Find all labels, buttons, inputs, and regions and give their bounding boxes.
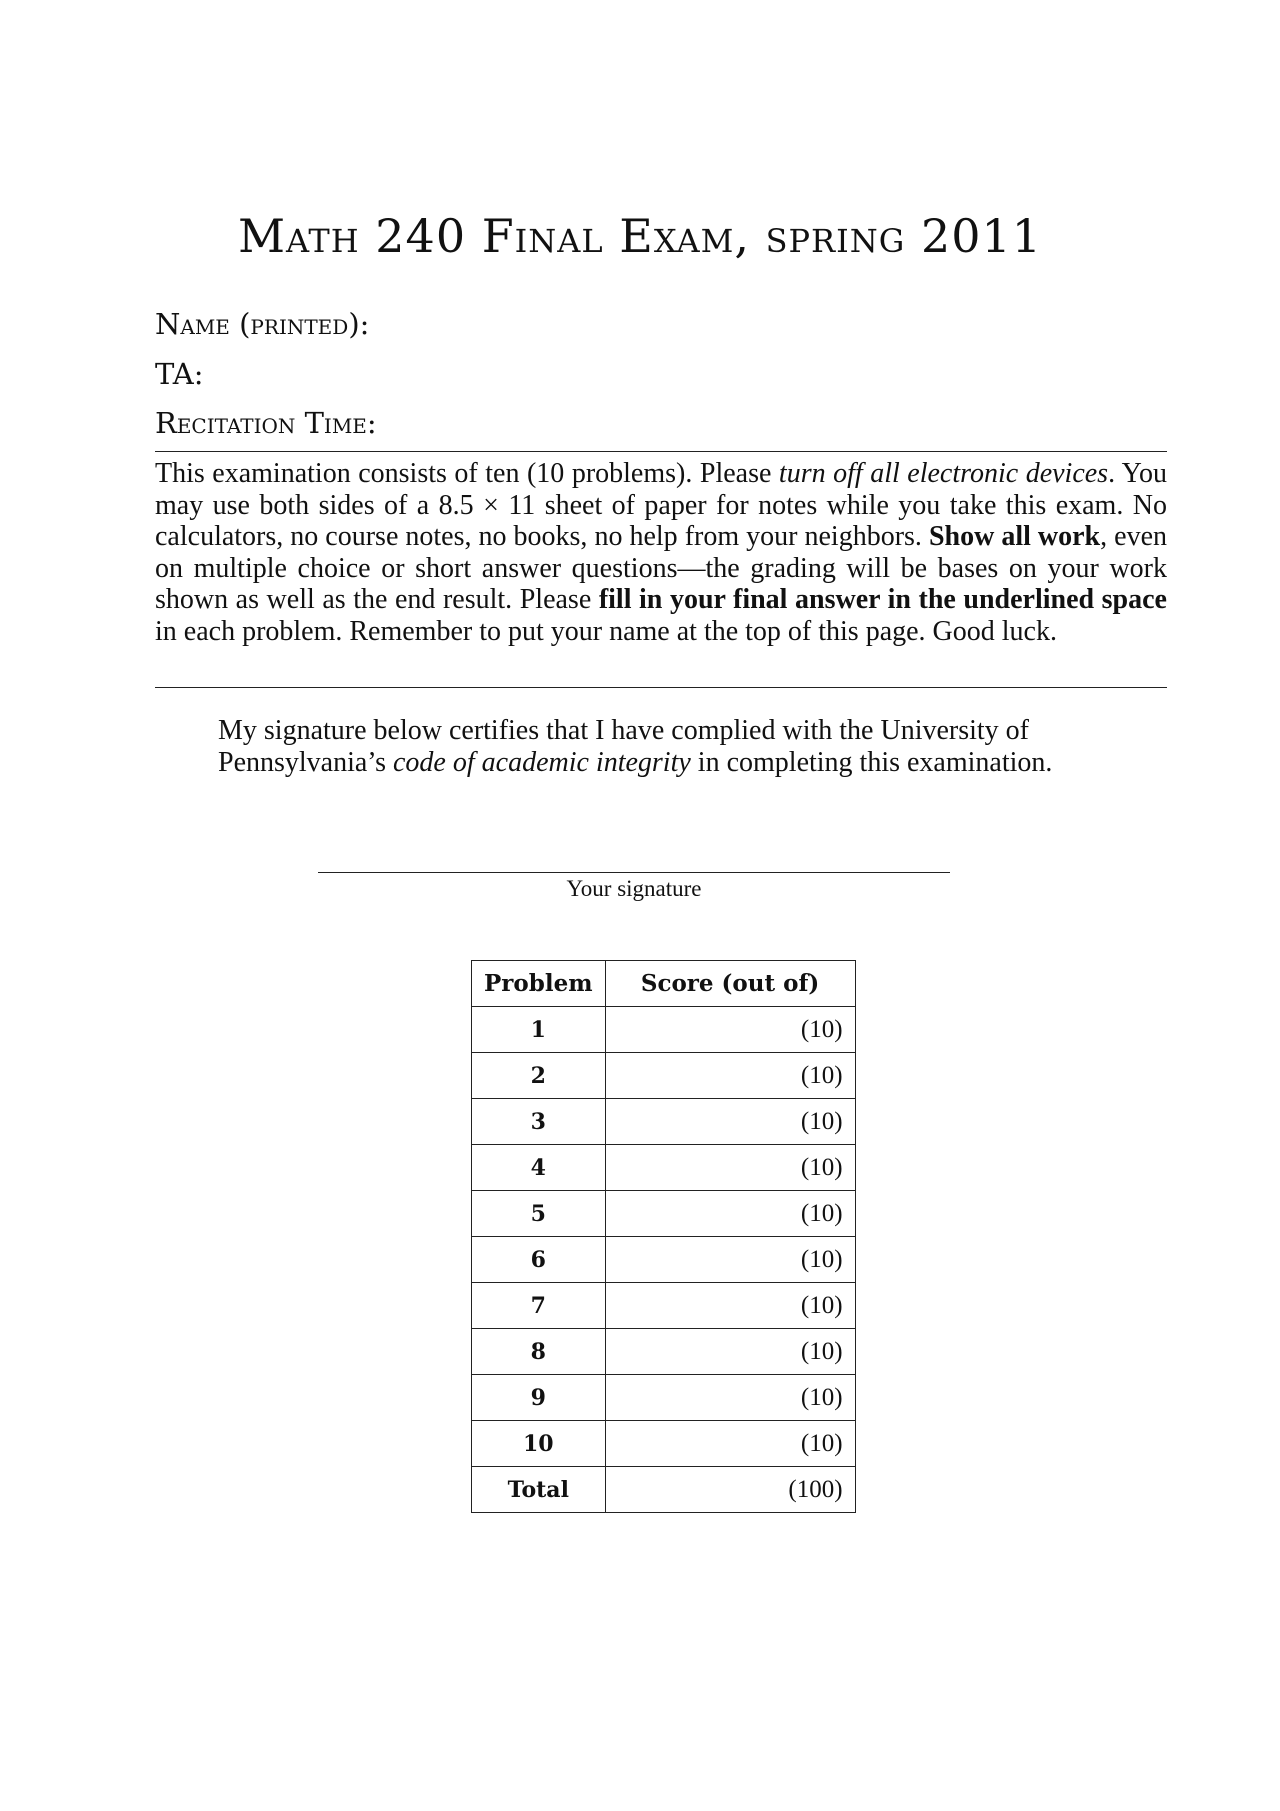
top-rule [155, 451, 1167, 452]
table-row [472, 1191, 856, 1237]
column-header-problem: Problem [472, 961, 606, 1007]
problem-number: 6 [472, 1237, 606, 1283]
signature-line[interactable] [318, 872, 950, 873]
table-row [472, 1421, 856, 1467]
column-header-score: Score (out of) [605, 961, 855, 1007]
instructions-bold: Show all work [928, 521, 1101, 552]
problem-number: 5 [472, 1191, 606, 1237]
instructions-paragraph [155, 458, 1167, 647]
problem-score: (10) [605, 1145, 855, 1191]
total-score: (100) [605, 1467, 855, 1513]
table-row-total [472, 1467, 856, 1513]
instructions-emphasis: turn off all electronic devices [778, 458, 1109, 489]
instructions-text: . You may use both sides of a 8.5 × 11 sheet of paper for notes while you take this exam. No calculators, no course notes, no books, no help from your neighbors. [155, 458, 1167, 552]
problem-score: (10) [605, 1421, 855, 1467]
integrity-certification [218, 715, 1104, 778]
recitation-time-label: Recitation Time: [155, 406, 377, 440]
problem-number: 10 [472, 1421, 606, 1467]
score-table [471, 960, 856, 1513]
problem-number: 9 [472, 1375, 606, 1421]
table-row [472, 1283, 856, 1329]
table-header-row [472, 961, 856, 1007]
problem-score: (10) [605, 1329, 855, 1375]
instructions-text: in each problem. Remember to put your name at the top of this page. Good luck. [155, 615, 1057, 647]
problem-score: (10) [605, 1007, 855, 1053]
signature-caption: Your signature [566, 876, 702, 901]
table-row [472, 1145, 856, 1191]
table-row [472, 1375, 856, 1421]
problem-score: (10) [605, 1191, 855, 1237]
problem-number: 1 [472, 1007, 606, 1053]
certification-emphasis: code of academic integrity [393, 746, 691, 778]
problem-number: 2 [472, 1053, 606, 1099]
table-row [472, 1329, 856, 1375]
table-row [472, 1007, 856, 1053]
problem-number: 3 [472, 1099, 606, 1145]
total-label: Total [472, 1467, 606, 1513]
ta-label: TA: [155, 357, 204, 391]
problem-score: (10) [605, 1283, 855, 1329]
instructions-text: This examination consists of ten (10 problems). Please [155, 458, 779, 489]
table-row [472, 1099, 856, 1145]
page-title: Math 240 Final Exam, spring 2011 [237, 209, 1043, 263]
problem-number: 4 [472, 1145, 606, 1191]
table-row [472, 1237, 856, 1283]
name-printed-label: Name (printed): [155, 307, 370, 341]
problem-score: (10) [605, 1375, 855, 1421]
problem-score: (10) [605, 1099, 855, 1145]
instructions-bold: fill in your final answer in the underlined space [598, 584, 1167, 615]
certification-text: My signature below certifies that I have complied with the University of Pennsylvania’s [218, 715, 1030, 778]
problem-score: (10) [605, 1237, 855, 1283]
table-row [472, 1053, 856, 1099]
instructions-text: , even on multiple choice or short answer questions—the grading will be bases on your work shown as well as the end result. Please [155, 521, 1167, 615]
problem-score: (10) [605, 1053, 855, 1099]
bottom-rule [155, 687, 1167, 688]
problem-number: 8 [472, 1329, 606, 1375]
certification-text: in completing this examination. [690, 746, 1053, 778]
problem-number: 7 [472, 1283, 606, 1329]
